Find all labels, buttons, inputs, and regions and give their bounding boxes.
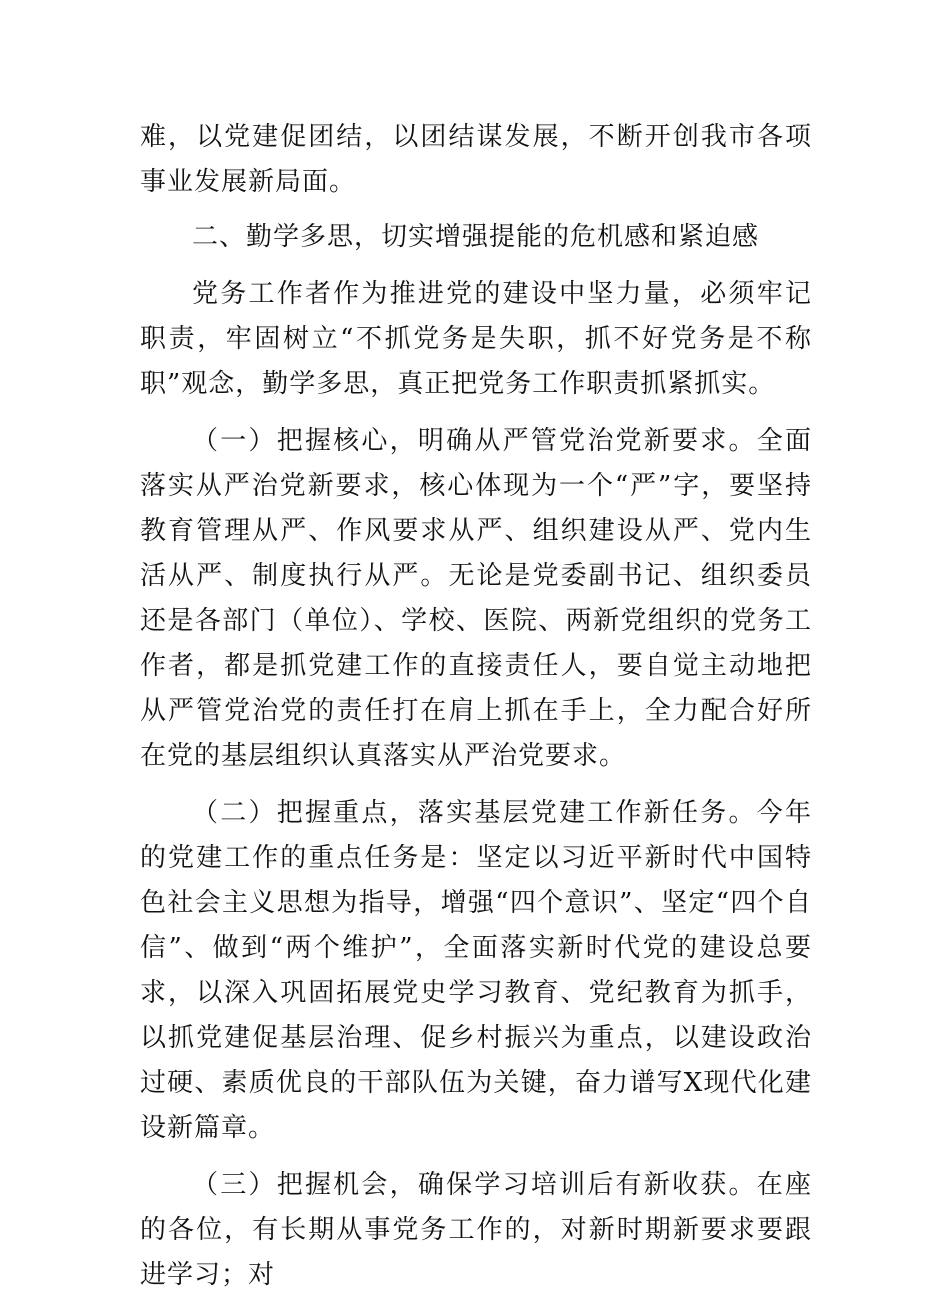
paragraph-item-1: （一）把握核心，明确从严管党治党新要求。全面落实从严治党新要求，核心体现为一个“严”字，要坚持教育管理从严、作风要求从严、组织建设从严、党内生活从严、制度执行从严。无论是党委副书记、组织委员还是各部门（单位）、学校、医院、两新党组织的党务工作者，都是抓党建工作的直接责任人，要自觉主动地把从严管党治党的责任打在肩上抓在手上，全力配合好所在党的基层组织认真落实从严治党要求。 xyxy=(140,426,812,771)
paragraph-item-2: （二）把握重点，落实基层党建工作新任务。今年的党建工作的重点任务是：坚定以习近平新时代中国特色社会主义思想为指导，增强“四个意识”、坚定“四个自信”、做到“两个维护”，全面落实新时代党的建设总要求，以深入巩固拓展党史学习教育、党纪教育为抓手，以抓党建促基层治理、促乡村振兴为重点，以建设政治过硬、素质优良的干部队伍为关键，奋力谱写X现代化建设新篇章。 xyxy=(140,798,812,1143)
paragraph-continuation: 难，以党建促团结，以团结谋发展，不断开创我市各项事业发展新局面。 xyxy=(140,122,812,197)
document-body xyxy=(140,115,812,1298)
section-heading: 二、勤学多思，切实增强提能的危机感和紧迫感 xyxy=(192,222,760,252)
paragraph-intro: 党务工作者作为推进党的建设中坚力量，必须牢记职责，牢固树立“不抓党务是失职，抓不好党务是不称职”观念，勤学多思，真正把党务工作职责抓紧抓实。 xyxy=(140,279,812,399)
paragraph-item-3: （三）把握机会，确保学习培训后有新收获。在座的各位，有长期从事党务工作的，对新时期新要求要跟进学习；对 xyxy=(140,1170,812,1290)
